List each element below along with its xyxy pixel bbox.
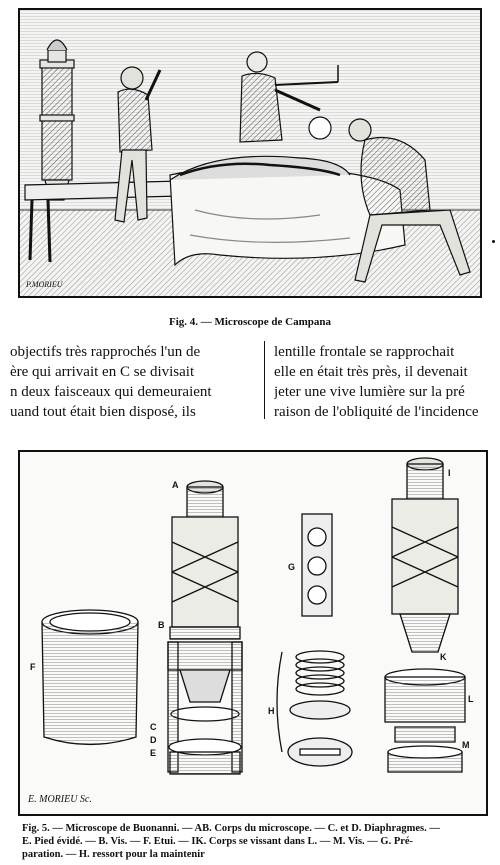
base-LM [385, 669, 465, 772]
text-line: ère qui arrivait en C se divisait [10, 364, 195, 380]
text-line: elle en était très près, il devenait [274, 364, 468, 380]
text-line: jeter une vive lumière sur la pré [274, 384, 465, 400]
figure-5-engraving [18, 450, 488, 816]
label-E: E [150, 748, 157, 758]
caption-line: E. Pied évidé. — B. Vis. — F. Etui. — IK. Corps se vissant dans L. — M. Vis. — G. Pré- [22, 836, 414, 847]
label-H: H [268, 706, 275, 716]
label-K: K [440, 652, 447, 662]
page-mark [492, 240, 495, 243]
text-column-left [0, 342, 255, 422]
text-line: n deux faisceaux qui demeuraient [10, 384, 212, 400]
label-L: L [468, 694, 474, 704]
label-B: B [158, 620, 165, 630]
figure-5-illustration [20, 452, 486, 814]
label-F: F [30, 662, 36, 672]
slide-G [302, 514, 332, 616]
case-F [42, 610, 138, 745]
microscope-body-AB [168, 481, 242, 774]
label-C: C [150, 722, 157, 732]
microscope-body-IK [392, 458, 458, 652]
text-column-right [274, 342, 500, 422]
figure-5-signature: E. MORIEU Sc. [28, 794, 92, 805]
label-I: I [448, 468, 451, 478]
spring-H [277, 651, 352, 766]
figure-4-engraving [18, 8, 482, 298]
figure-4-illustration [20, 10, 480, 296]
figure-5-caption [22, 822, 500, 861]
figure-4-signature: P.MORIEU [26, 280, 63, 289]
text-line: uand tout était bien disposé, ils [10, 404, 196, 420]
glass-sphere [309, 117, 331, 139]
label-M: M [462, 740, 470, 750]
label-G: G [288, 562, 296, 572]
label-A: A [172, 480, 179, 490]
text-line: lentille frontale se rapprochait [274, 344, 455, 360]
text-line: objectifs très rapprochés l'un de [10, 344, 201, 360]
text-line: raison de l'obliquité de l'incidence [274, 404, 479, 420]
label-D: D [150, 735, 157, 745]
column-rule [264, 341, 265, 419]
figure-4-caption: Fig. 4. — Microscope de Campana [168, 316, 332, 328]
tall-microscope [40, 40, 74, 200]
caption-line: Fig. 5. — Microscope de Buonanni. — AB. Corps du microscope. — C. et D. Diaphragmes. — [22, 823, 440, 834]
caption-line: paration. — H. ressort pour la maintenir [22, 849, 205, 860]
